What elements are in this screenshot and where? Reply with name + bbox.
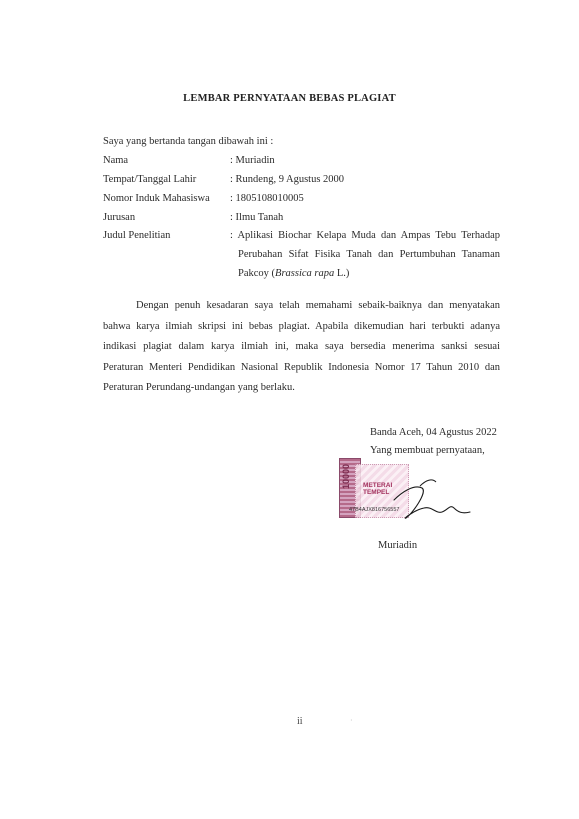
stamp-text-1: METERAI [363,482,393,489]
statement-line: Dengan penuh kesadaran saya telah memahami sebaik-baiknya dan menyatakan [136,300,500,311]
statement-paragraph [103,296,500,399]
judul-line-3-prefix: Pakcoy ( [238,268,276,279]
field-value-ttl: : Rundeng, 9 Agustus 2000 [230,174,345,185]
stamp-value: 10000 [341,464,351,490]
statement-line: Peraturan Perundang-undangan yang berlaku. [103,382,295,394]
page-number: ii [297,716,303,727]
field-label-nama: Nama [103,155,129,166]
judul-line-2: Perubahan Sifat Fisika Tanah dan Pertumbuhan Tanaman [238,249,500,260]
field-label-jurusan: Jurusan [103,212,136,223]
statement-line: bahwa karya ilmiah skripsi ini bebas plagiat. Apabila dikemudian hari terbukti adanya [103,320,500,332]
intro-text: Saya yang bertanda tangan dibawah ini : [103,136,274,147]
field-label-judul: Judul Penelitian [103,230,171,241]
field-label-nim: Nomor Induk Mahasiswa [103,193,210,204]
species-name: Brassica rapa [275,268,335,279]
judul-line-3-suffix: L.) [334,268,350,279]
judul-line-1: : Aplikasi Biochar Kelapa Muda dan Ampas Tebu Terhadap [230,230,500,241]
field-value-jurusan: : Ilmu Tanah [230,212,284,223]
signature-role: Yang membuat pernyataan, [370,445,485,456]
stamp-serial: 47B4AJX816756557 [349,507,400,513]
signature-name: Muriadin [378,540,418,551]
judul-line-3 [230,264,500,283]
handwritten-signature [392,470,472,530]
page-title: LEMBAR PERNYATAAN BEBAS PLAGIAT [183,93,396,104]
field-value-nim: : 1805108010005 [230,193,304,204]
scan-dot: · [350,716,353,725]
field-label-ttl: Tempat/Tanggal Lahir [103,174,197,185]
field-value-judul [230,226,500,283]
statement-line: indikasi plagiat dalam karya ilmiah ini, maka saya bersedia menerima sanksi sesuai [103,341,500,353]
stamp-text [363,482,392,496]
signature-place-date: Banda Aceh, 04 Agustus 2022 [370,427,497,438]
statement-line: Peraturan Menteri Pendidikan Nasional Republik Indonesia Nomor 17 Tahun 2010 dan [103,361,500,373]
field-value-nama: : Muriadin [230,155,275,166]
stamp-text-2: TEMPEL [363,489,390,496]
